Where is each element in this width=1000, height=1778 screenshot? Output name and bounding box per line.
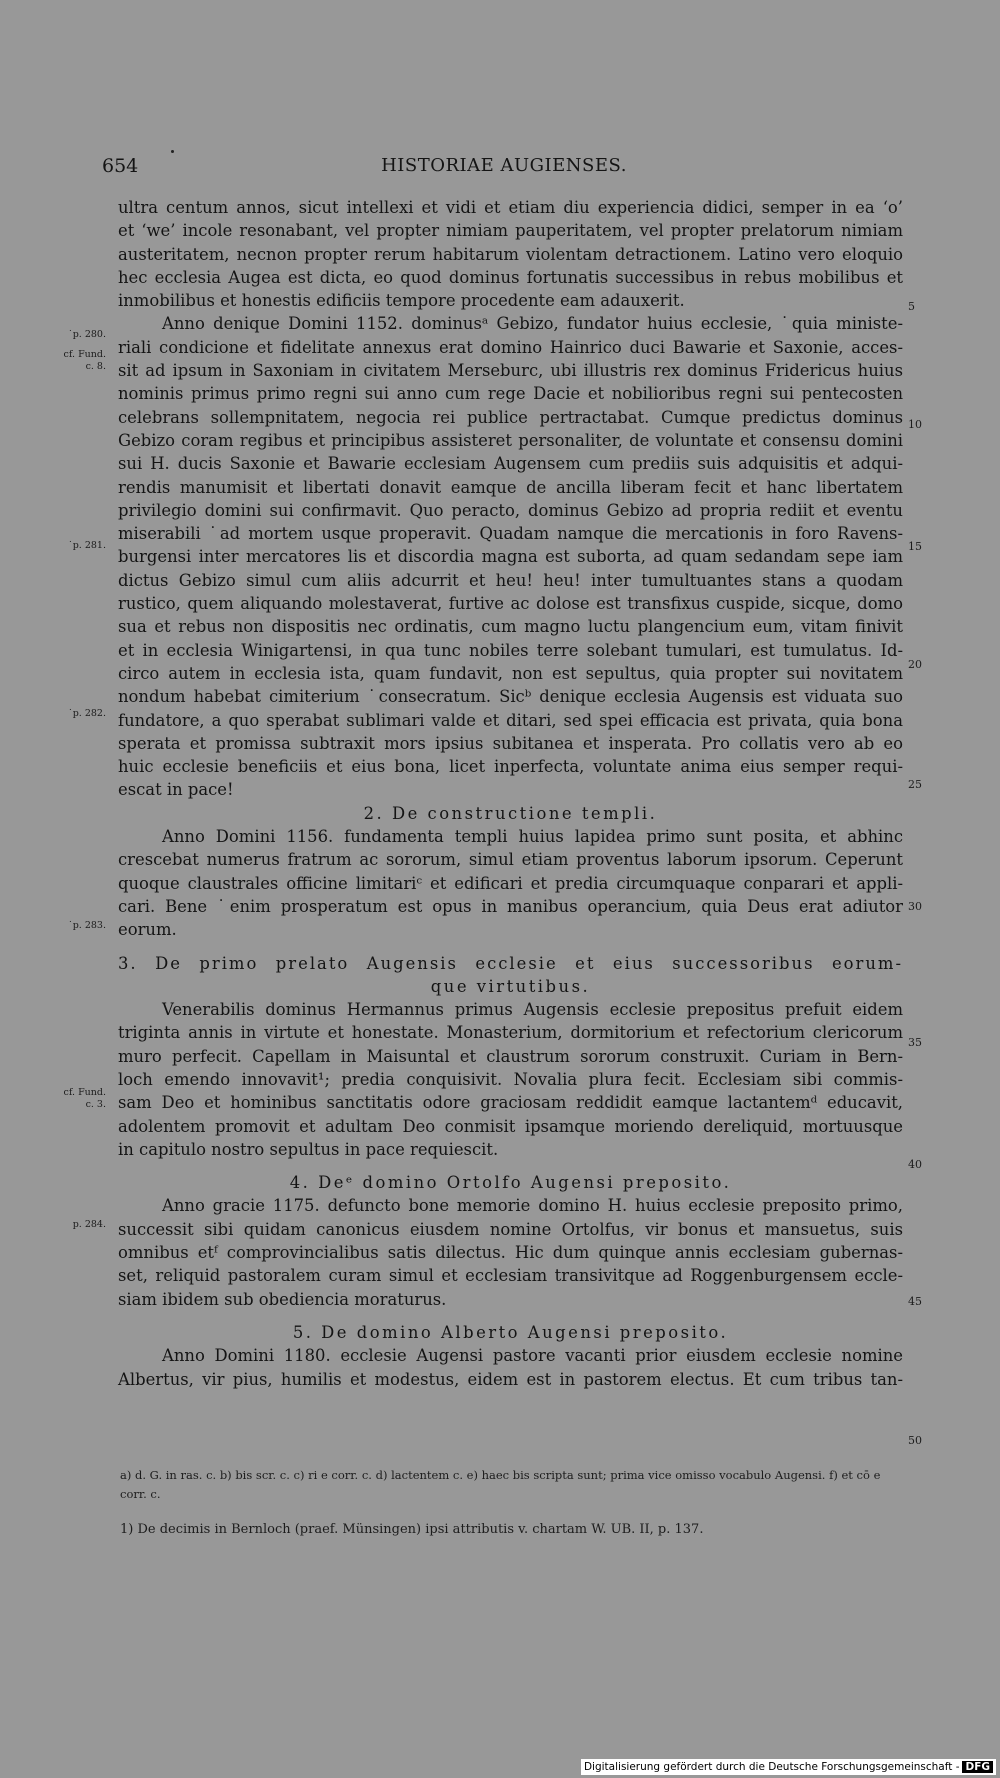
- dfg-logo: DFG: [962, 1761, 993, 1773]
- text-line: sperata et promissa subtraxit mors ipsius subitanea et insperata. Pro collatis vero ab eo: [118, 733, 903, 753]
- margin-note: ˙p. 282.: [67, 708, 106, 719]
- section-heading-2: 2. De constructione templi.: [363, 803, 658, 823]
- margin-note: cf. Fund.: [63, 349, 106, 360]
- text-line: fundatore, a quo sperabat sublimari valde et ditari, sed spei efficacia est privata, quia bona: [118, 710, 903, 730]
- text-line: burgensi inter mercatores lis et discordia magna est suborta, ad quam sedandam sepe iam: [118, 547, 903, 567]
- text-line: hec ecclesia Augea est dicta, eo quod dominus fortunatis successibus in rebus mobilibus et: [118, 267, 903, 287]
- running-title: HISTORIAE AUGIENSES.: [381, 155, 627, 176]
- text-line: cari. Bene ˙enim prosperatum est opus in manibus operancium, quia Deus erat adiutor: [118, 896, 903, 916]
- funding-stamp: [581, 1759, 996, 1775]
- text-line: inmobilibus et honestis edificiis tempore procedente eam adauxerit.: [118, 291, 685, 311]
- section-heading-4: 4. Deᵉ domino Ortolfo Augensi preposito.: [289, 1173, 732, 1193]
- section-heading-3: 3. De primo prelato Augensis ecclesie et eius successoribus eorum-: [118, 953, 903, 973]
- text-line: crescebat numerus fratrum ac sororum, simul etiam proventus laborum ipsorum. Ceperunt: [118, 850, 903, 870]
- page-header: [100, 155, 908, 181]
- text-line: loch emendo innovavit¹; predia conquisivit. Novalia plura fecit. Ecclesiam sibi commis-: [118, 1069, 903, 1089]
- text-line: dictus Gebizo simul cum aliis adcurrit et heu! heu! inter tumultuantes stans a quodam: [118, 570, 903, 590]
- text-line: Anno gracie 1175. defuncto bone memorie domino H. huius ecclesie preposito primo,: [162, 1196, 903, 1216]
- text-line: huic ecclesie beneficiis et eius bona, licet inperfecta, voluntate anima eius semper requi-: [118, 757, 903, 777]
- text-line: rendis manumisit et libertati donavit eamque de ancilla liberam fecit et hanc libertatem: [118, 477, 903, 497]
- text-line: Anno denique Domini 1152. dominusᵃ Gebizo, fundator huius ecclesie, ˙quia ministe-: [162, 314, 903, 334]
- section-heading-3-cont: que virtutibus.: [430, 976, 591, 996]
- text-line: miserabili ˙ad mortem usque properavit. Quadam namque die mercationis in foro Ravens-: [118, 524, 903, 544]
- line-number: 25: [908, 778, 922, 791]
- critical-apparatus: a) d. G. in ras. c. b) bis scr. c. c) ri e corr. c. d) lactentem c. e) haec bis scripta sunt; prima vice omisso vocabulo Augensi. f) et cō e corr. c.: [120, 1468, 881, 1501]
- text-line: escat in pace!: [118, 780, 234, 800]
- margin-note: ˙p. 281.: [67, 540, 106, 551]
- section-heading-5: 5. De domino Alberto Augensi preposito.: [292, 1322, 729, 1342]
- text-line: celebrans sollempnitatem, negocia rei publice pertractabat. Cumque predictus dominus: [118, 407, 903, 427]
- text-line: austeritatem, necnon propter rerum habitarum violentam detractionem. Latino vero eloquio: [118, 244, 903, 264]
- margin-note: p. 284.: [72, 1219, 106, 1230]
- text-line: nondum habebat cimiterium ˙consecratum. Sicᵇ denique ecclesia Augensis est viduata suo: [118, 687, 903, 707]
- text-line: privilegio domini sui confirmavit. Quo peracto, dominus Gebizo ad propria rediit et eventu: [118, 500, 903, 520]
- text-line: quoque claustrales officine limitariᶜ et edificari et predia circumquaque conparari et appli-: [118, 873, 903, 893]
- line-number: 45: [908, 1295, 922, 1308]
- margin-note: c. 8.: [85, 361, 106, 372]
- text-line: sui H. ducis Saxonie et Bawarie ecclesiam Augensem cum prediis suis adquisitis et adqui-: [118, 454, 903, 474]
- text-line: nominis primus primo regni sui anno cum rege Dacie et nobilioribus regni sui pentecosten: [118, 384, 903, 404]
- text-line: adolentem promovit et adultam Deo conmisit ipsamque moriendo dereliquid, mortuusque: [118, 1116, 903, 1136]
- text-line: Gebizo coram regibus et principibus assisteret personaliter, de voluntate et consensu domini: [118, 430, 903, 450]
- text-line: circo autem in ecclesia ista, quam fundavit, non est sepultus, quia propter sui novitatem: [118, 663, 903, 683]
- margin-note: ˙p. 283.: [67, 920, 106, 931]
- text-line: riali condicione et fidelitate annexus erat domino Hainrico duci Bawarie et Saxonie, acces-: [118, 337, 903, 357]
- text-line: in capitulo nostro sepultus in pace requiescit.: [118, 1139, 499, 1159]
- main-text: [118, 196, 903, 1391]
- line-number: 35: [908, 1036, 922, 1049]
- text-line: sam Deo et hominibus sanctitatis odore graciosam reddidit eamque lactantemᵈ educavit,: [118, 1093, 903, 1113]
- line-number: 20: [908, 658, 922, 671]
- line-number: 15: [908, 540, 922, 553]
- margin-note: cf. Fund.: [63, 1087, 106, 1098]
- line-number: 10: [908, 418, 922, 431]
- text-line: omnibus etᶠ comprovincialibus satis dilectus. Hic dum quinque annis ecclesiam gubernas-: [118, 1243, 903, 1263]
- text-line: triginta annis in virtute et honestate. Monasterium, dormitorium et refectorium clericorum: [118, 1023, 903, 1043]
- funding-text: Digitalisierung gefördert durch die Deutsche Forschungsgemeinschaft -: [583, 1761, 960, 1773]
- text-line: Venerabilis dominus Hermannus primus Augensis ecclesie prepositus prefuit eidem: [162, 1000, 903, 1020]
- text-line: Anno Domini 1180. ecclesie Augensi pastore vacanti prior eiusdem ecclesie nomine: [162, 1346, 903, 1366]
- text-line: set, reliquid pastoralem curam simul et ecclesiam transivitque ad Roggenburgensem eccle-: [118, 1266, 903, 1286]
- text-line: sua et rebus non dispositis nec ordinatis, cum magno luctu plangencium eum, vitam finivit: [118, 617, 903, 637]
- text-line: et ‘we’ incole resonabant, vel propter nimiam pauperitatem, vel propter prelatorum nimiam: [118, 221, 903, 241]
- text-line: siam ibidem sub obediencia moraturus.: [118, 1289, 447, 1309]
- page-number: 654: [102, 155, 139, 177]
- line-number: 30: [908, 900, 922, 913]
- text-line: et in ecclesia Winigartensi, in qua tunc nobiles terre solebant tumulari, est tumulatus. Id-: [118, 640, 903, 660]
- margin-note: ˙p. 280.: [67, 329, 106, 340]
- text-line: muro perfecit. Capellam in Maisuntal et claustrum sororum construxit. Curiam in Bern-: [118, 1046, 903, 1066]
- text-line: ultra centum annos, sicut intellexi et vidi et etiam diu experiencia didici, semper in ea ‘o’: [118, 198, 903, 217]
- line-number: 50: [908, 1434, 922, 1447]
- text-line: sit ad ipsum in Saxoniam in civitatem Merseburc, ubi illustris rex dominus Fridericus huius: [118, 361, 903, 381]
- numbered-footnote: 1) De decimis in Bernloch (praef. Münsingen) ipsi attributis v. chartam W. UB. II, p. 137.: [120, 1522, 704, 1537]
- ink-speck: [171, 150, 174, 153]
- text-line: successit sibi quidam canonicus eiusdem nomine Ortolfus, vir bonus et mansuetus, suis: [118, 1219, 903, 1239]
- text-line: Anno Domini 1156. fundamenta templi huius lapidea primo sunt posita, et abhinc: [162, 827, 903, 847]
- margin-note: c. 3.: [85, 1099, 106, 1110]
- line-number: 40: [908, 1158, 922, 1171]
- text-line: eorum.: [118, 920, 177, 940]
- text-line: Albertus, vir pius, humilis et modestus, eidem est in pastorem electus. Et cum tribus tan-: [118, 1369, 903, 1389]
- text-line: rustico, quem aliquando molestaverat, furtive ac dolose est transfixus cuspide, sicque, domo: [118, 594, 903, 614]
- line-number: 5: [908, 300, 915, 313]
